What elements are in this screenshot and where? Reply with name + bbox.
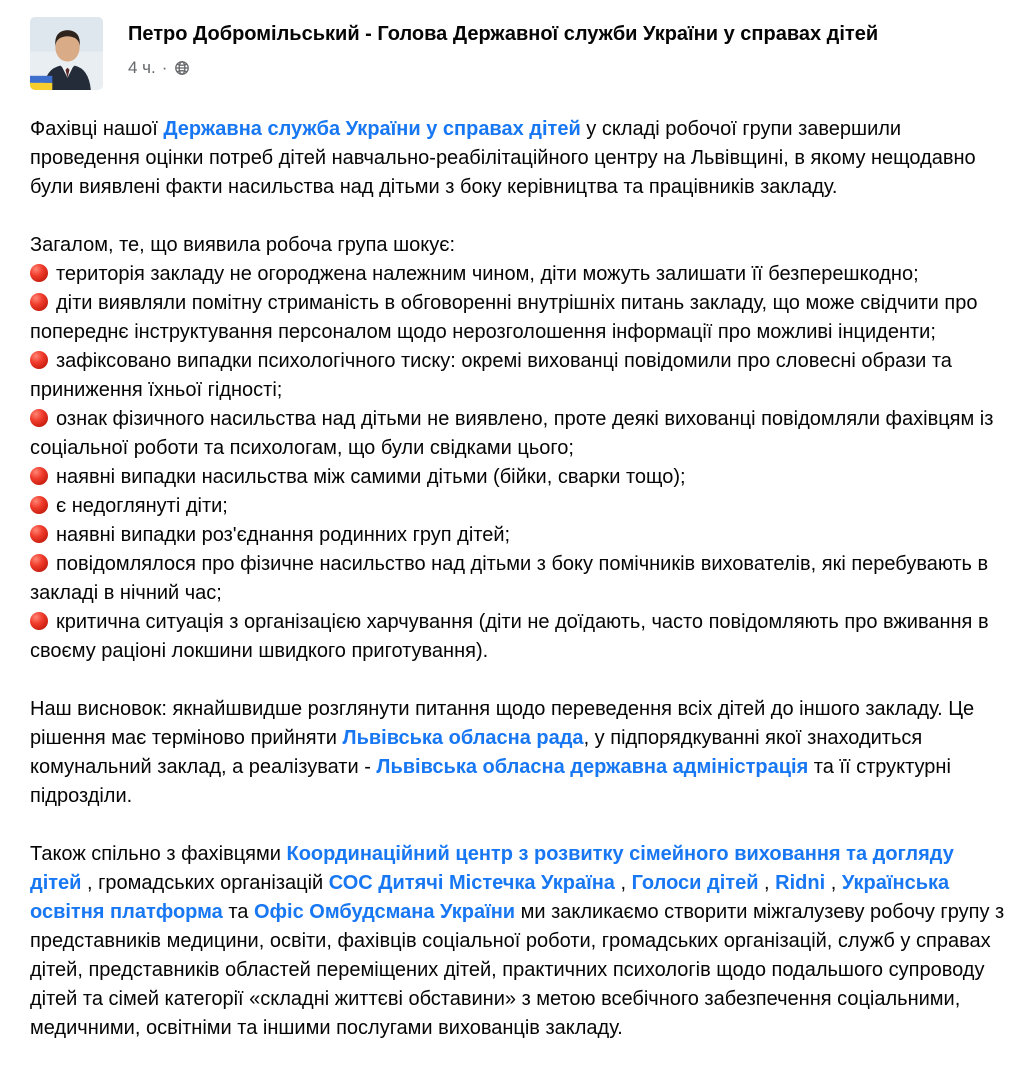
post-link[interactable]: Українська освітня платформа: [30, 872, 950, 923]
bullet-text: повідомлялося про фізичне насильство над дітьми з боку помічників вихователів, які перебувають в закладі в нічний час;: [30, 553, 989, 604]
red-circle-icon: [30, 351, 48, 369]
bullet-item: [30, 405, 1005, 463]
red-circle-icon: [30, 612, 48, 630]
post-link[interactable]: Державна служба України у справах дітей: [163, 118, 581, 140]
avatar[interactable]: [30, 17, 103, 90]
bullet-item: [30, 608, 1005, 666]
post-link[interactable]: СОС Дитячі Містечка Україна: [328, 872, 615, 894]
post-link[interactable]: Голоси дітей: [631, 872, 759, 894]
bullet-item: [30, 289, 1005, 347]
post-timestamp[interactable]: 4 ч.: [128, 58, 156, 77]
red-circle-icon: [30, 293, 48, 311]
post-link[interactable]: Львівська обласна рада: [342, 727, 584, 749]
bullet-item: [30, 492, 1005, 521]
bullet-text: критична ситуація з організацією харчування (діти не доїдають, часто повідомляють про вживання в своєму раціоні локшини швидкого приготування).: [30, 611, 989, 662]
post-block: Також спільно з фахівцями Координаційний центр з розвитку сімейного виховання та догляду дітей , громадських організацій СОС Дитячі Містечка Україна , Голоси дітей , Ridni , Українська освітня платформа та Офіс Омбудсмана України ми закликаємо створити міжгалузеву робочу групу з представників медицини, освіти, фахівців соціальної роботи, громадських організацій, служб у справах дітей, представників областей переміщених дітей, практичних психологів щодо подальшого супроводу дітей та сімей категорії «складні життєві обставини» з метою всебічного забезпечення соціальними, медичними, освітніми та іншими послугами вихованців закладу.: [30, 843, 1005, 1039]
post-link[interactable]: Координаційний центр з розвитку сімейного виховання та догляду дітей: [30, 843, 954, 894]
bullet-item: [30, 463, 1005, 492]
post-link[interactable]: Офіс Омбудсмана України: [253, 901, 516, 923]
bullet-item: [30, 260, 1005, 289]
bullet-item: [30, 347, 1005, 405]
author-name[interactable]: Петро Добромільський - Голова Державної служби України у справах дітей: [128, 23, 879, 45]
red-circle-icon: [30, 525, 48, 543]
red-circle-icon: [30, 264, 48, 282]
post-block: [30, 231, 1005, 666]
post-block: Наш висновок: якнайшвидше розглянути питання щодо переведення всіх дітей до іншого закладу. Це рішення має терміново прийняти Львівська обласна рада, у підпорядкуванні якої знаходиться комунальний заклад, а реалізувати - Львівська обласна державна адміністрація та її структурні підрозділи.: [30, 698, 975, 807]
post-link[interactable]: Ridni: [775, 872, 826, 894]
red-circle-icon: [30, 409, 48, 427]
bullet-list-intro: Загалом, те, що виявила робоча група шокує:: [30, 234, 456, 256]
profile-photo: [30, 17, 103, 90]
bullet-text: діти виявляли помітну стриманість в обговоренні внутрішніх питань закладу, що може свідчити про попереднє інструктування персоналом щодо нерозголошення інформації про можливі інциденти;: [30, 292, 978, 343]
bullet-text: зафіксовано випадки психологічного тиску: окремі вихованці повідомили про словесні образи та приниження їхньої гідності;: [30, 350, 952, 401]
post-link[interactable]: Львівська обласна державна адміністрація: [376, 756, 809, 778]
post-meta[interactable]: [128, 58, 878, 78]
red-circle-icon: [30, 496, 48, 514]
red-circle-icon: [30, 554, 48, 572]
bullet-item: [30, 521, 1005, 550]
post-block: Фахівці нашої Державна служба України у справах дітей у складі робочої групи завершили проведення оцінки потреб дітей навчально-реабілітаційного центру на Львівщині, в якому нещодавно були виявлені факти насильства над дітьми з боку керівництва та працівників закладу.: [30, 118, 976, 198]
bullet-text: наявні випадки насильства між самими дітьми (бійки, сварки тощо);: [56, 466, 686, 488]
bullet-text: ознак фізичного насильства над дітьми не виявлено, проте деякі вихованці повідомляли фахівцям із соціальної роботи та психологам, що були свідками цього;: [30, 408, 994, 459]
bullet-text: наявні випадки роз'єднання родинних груп дітей;: [56, 524, 511, 546]
bullet-item: [30, 550, 1005, 608]
red-circle-icon: [30, 467, 48, 485]
post-content: [30, 115, 1005, 1043]
header-info: [128, 17, 878, 78]
meta-separator: ·: [161, 58, 168, 77]
post-header: [30, 17, 1005, 90]
bullet-text: є недоглянуті діти;: [56, 495, 228, 517]
globe-icon: [174, 60, 190, 76]
bullet-text: територія закладу не огороджена належним чином, діти можуть залишати її безперешкодно;: [56, 263, 919, 285]
